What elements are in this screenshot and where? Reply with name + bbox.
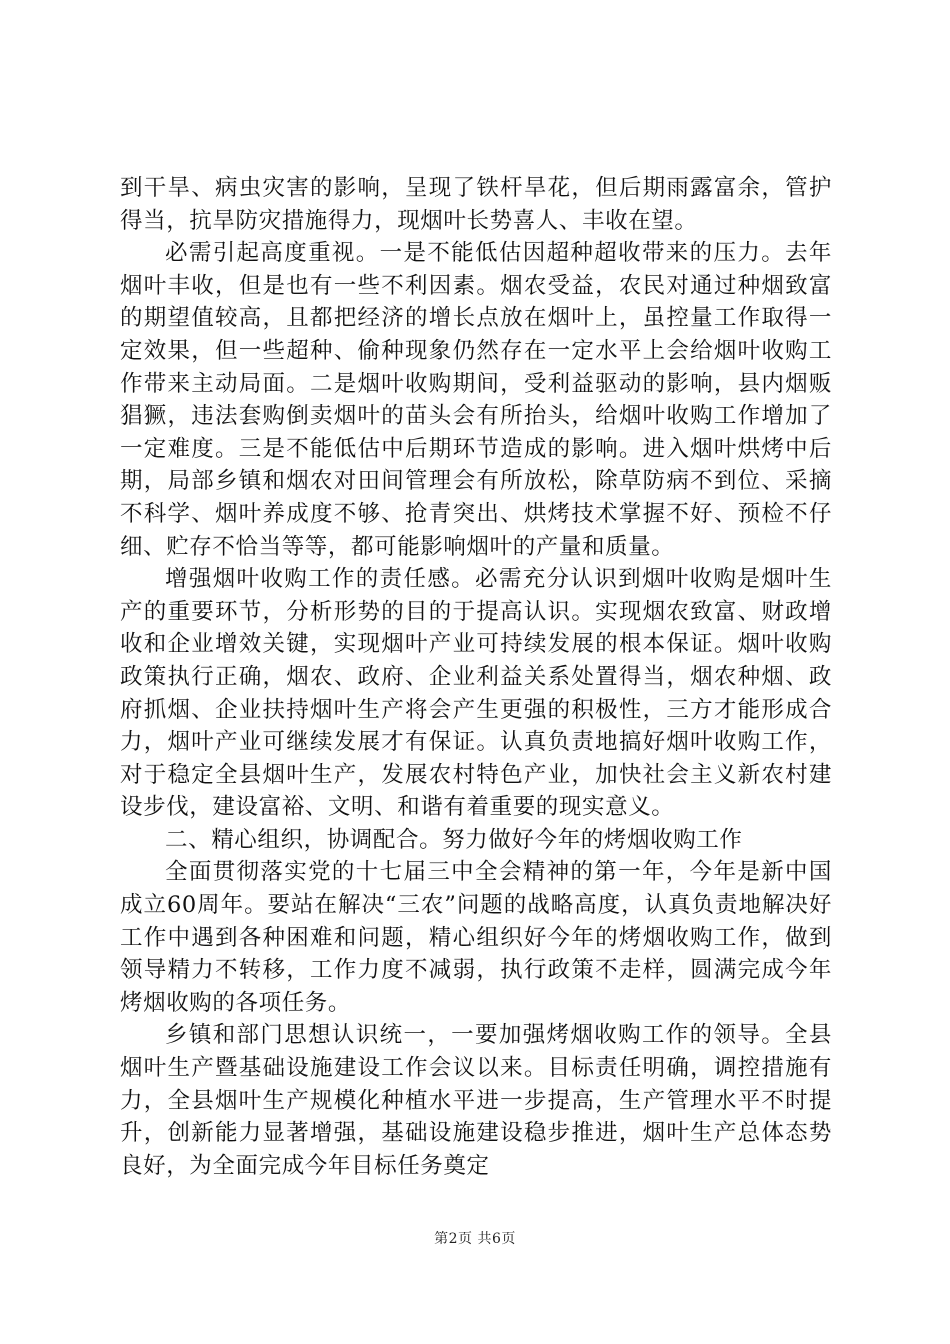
- page-number-footer: 第2页 共6页: [434, 1231, 516, 1247]
- paragraph-5: 乡镇和部门思想认识统一，一要加强烤烟收购工作的领导。全县烟叶生产暨基础设施建设工作会议以来。目标责任明确，调控措施有力，全县烟叶生产规模化种植水平进一步提高，生产管理水平不时提升，创新能力显著增强，基础设施建设稳步推进，烟叶生产总体态势良好，为全面完成今年目标任务奠定: [120, 1022, 832, 1179]
- paragraph-2: 必需引起高度重视。一是不能低估因超种超收带来的压力。去年烟叶丰收，但是也有一些不利因素。烟农受益，农民对通过种烟致富的期望值较高，且都把经济的增长点放在烟叶上，虽控量工作取得一定效果，但一些超种、偷种现象仍然存在一定水平上会给烟叶收购工作带来主动局面。二是烟叶收购期间，受利益驱动的影响，县内烟贩猖獗，违法套购倒卖烟叶的苗头会有所抬头，给烟叶收购工作增加了一定难度。三是不能低估中后期环节造成的影响。进入烟叶烘烤中后期，局部乡镇和烟农对田间管理会有所放松，除草防病不到位、采摘不科学、烟叶养成度不够、抢青突出、烘烤技术掌握不好、预检不仔细、贮存不恰当等等，都可能影响烟叶的产量和质量。: [120, 240, 832, 560]
- section-heading: 二、精心组织，协调配合。努力做好今年的烤烟收购工作: [165, 826, 743, 853]
- paragraph-3: 增强烟叶收购工作的责任感。必需充分认识到烟叶收购是烟叶生产的重要环节，分析形势的目的于提高认识。实现烟农致富、财政增收和企业增效关键，实现烟叶产业可持续发展的根本保证。烟叶收购政策执行正确，烟农、政府、企业利益关系处置得当，烟农种烟、政府抓烟、企业扶持烟叶生产将会产生更强的积极性，三方才能形成合力，烟叶产业可继续发展才有保证。认真负责地搞好烟叶收购工作，对于稳定全县烟叶生产，发展农村特色产业，加快社会主义新农村建设步伐，建设富裕、文明、和谐有着重要的现实意义。: [120, 566, 832, 821]
- paragraph-4: 全面贯彻落实党的十七届三中全会精神的第一年，今年是新中国成立60周年。要站在解决“三农”问题的战略高度，认真负责地解决好工作中遇到各种困难和问题，精心组织好今年的烤烟收购工作，做到领导精力不转移，工作力度不减弱，执行政策不走样，圆满完成今年烤烟收购的各项任务。: [120, 859, 832, 1016]
- paragraph-1: 到干旱、病虫灾害的影响，呈现了铁杆旱花，但后期雨露富余，管护得当，抗旱防灾措施得力，现烟叶长势喜人、丰收在望。: [120, 175, 832, 234]
- document-body: [120, 172, 832, 1182]
